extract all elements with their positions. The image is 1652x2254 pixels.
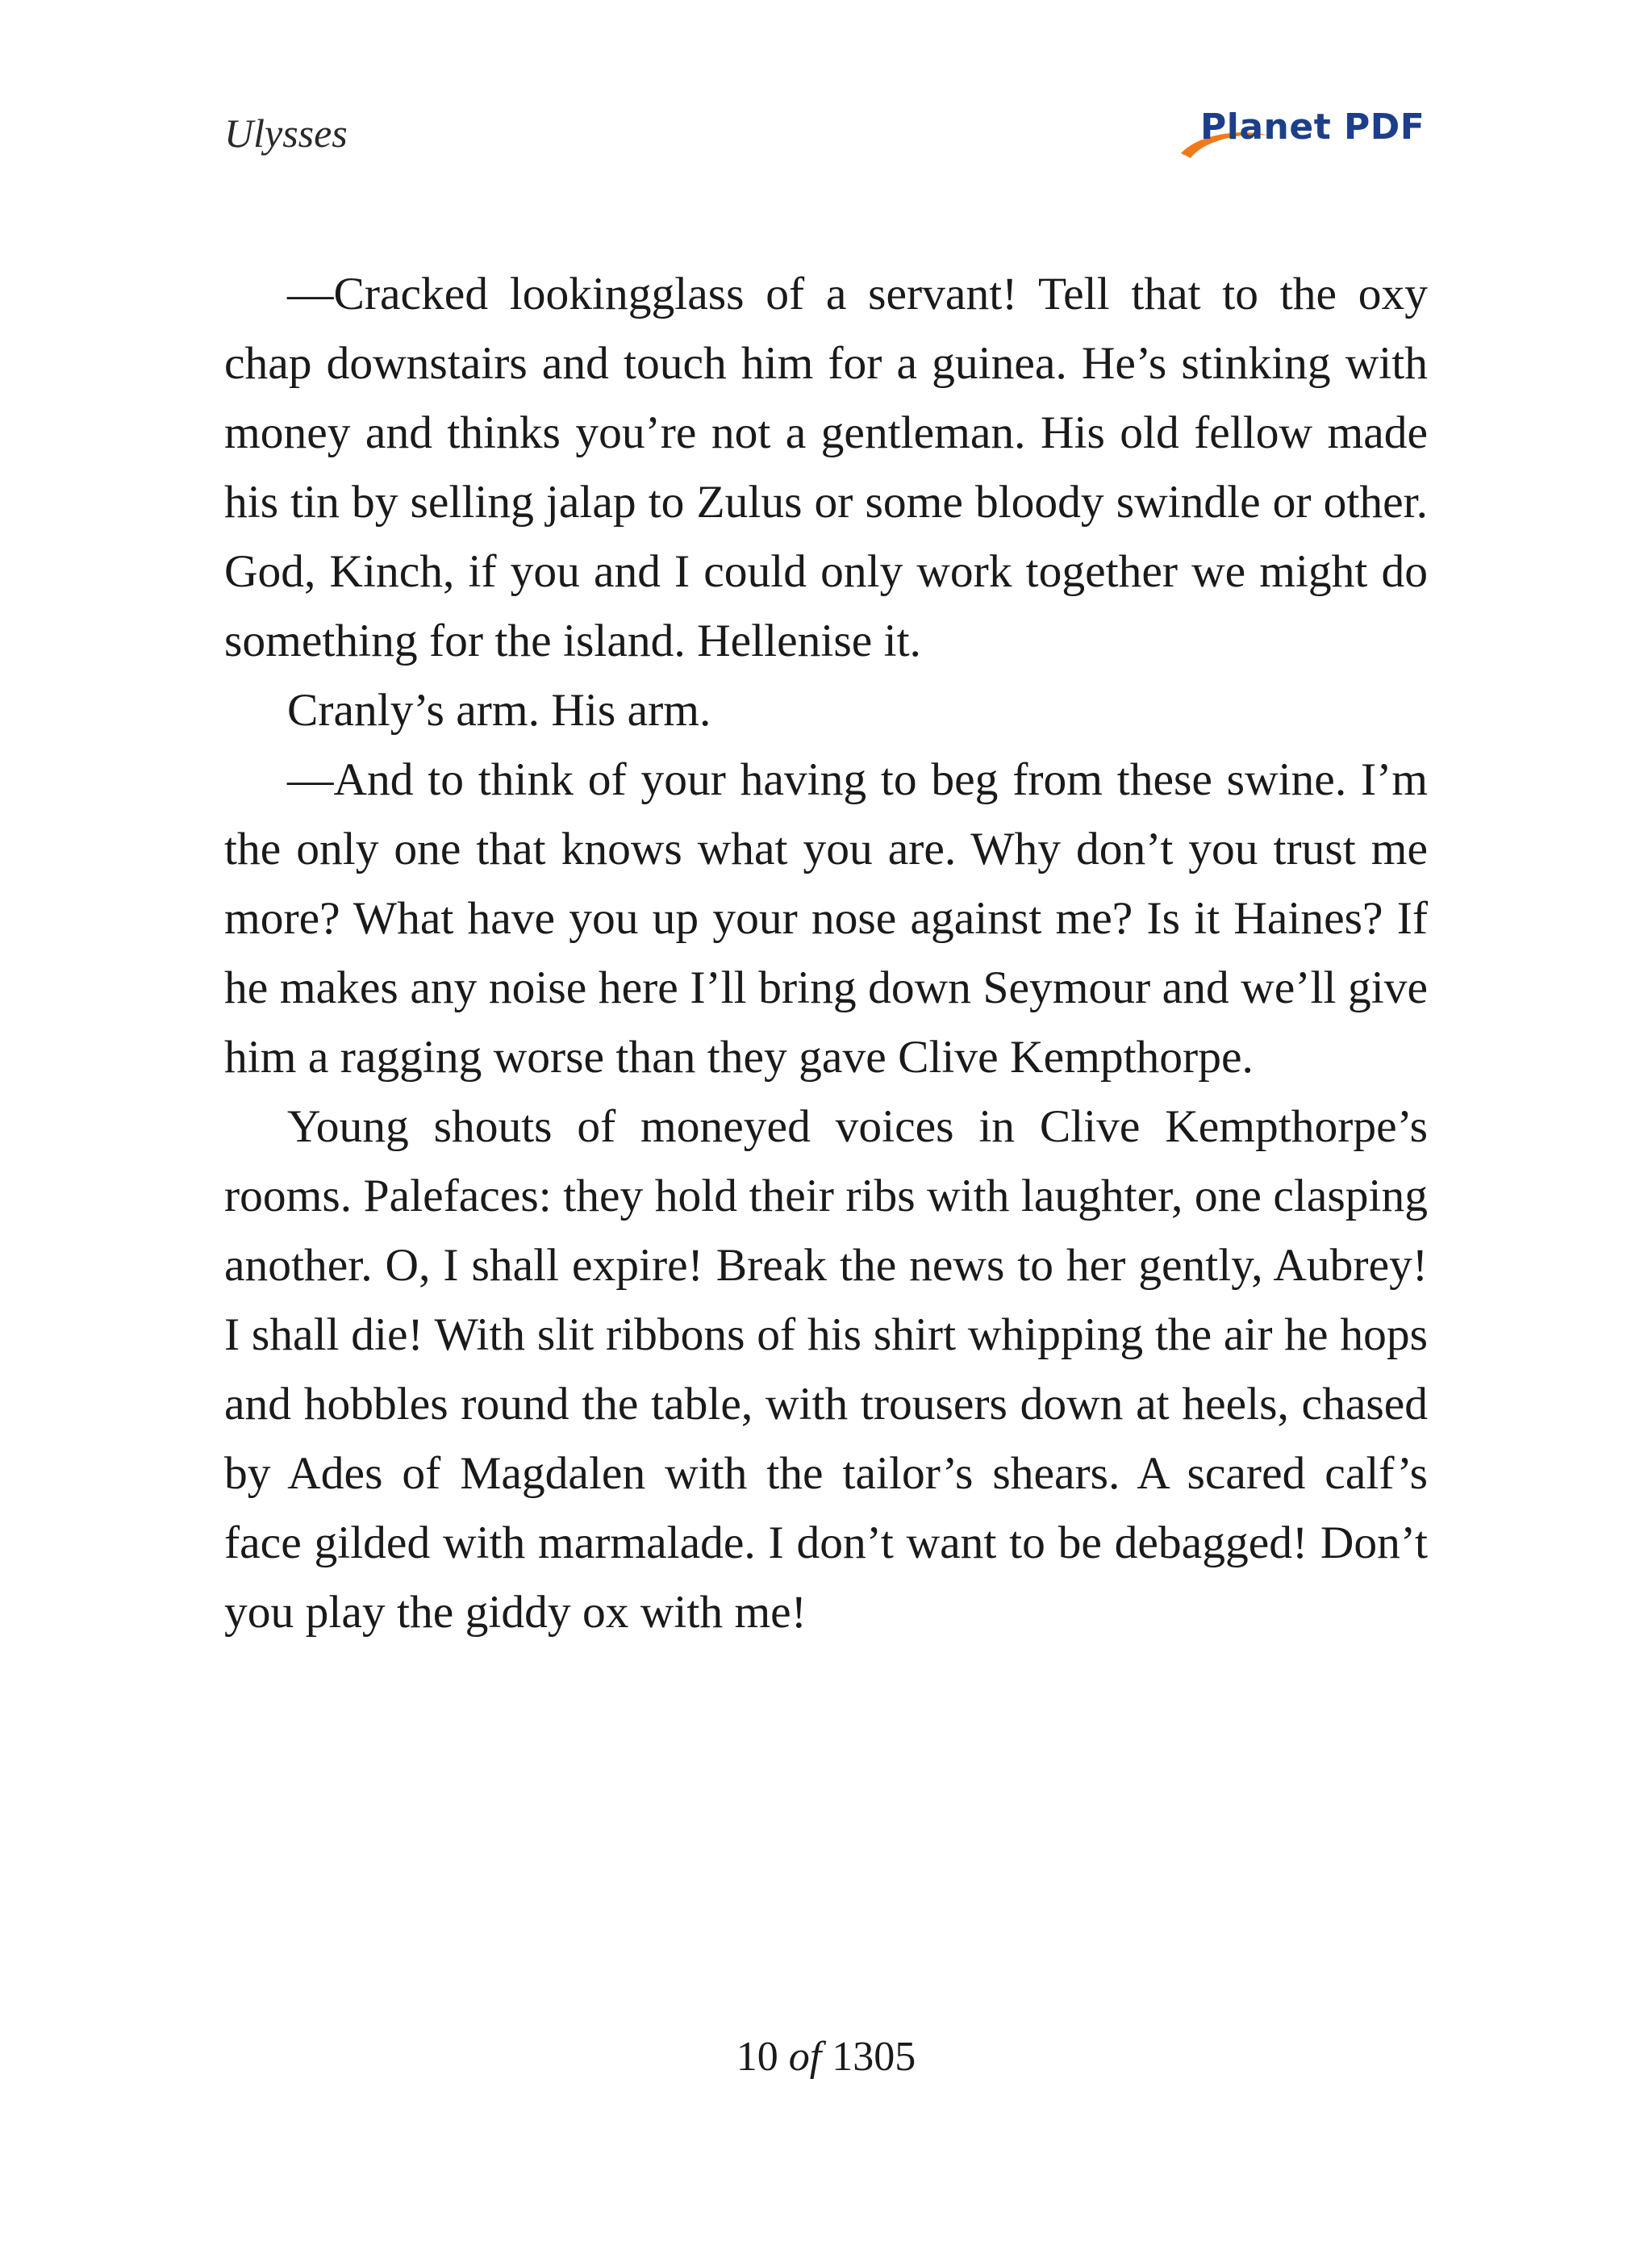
paragraph: Young shouts of moneyed voices in Clive Kempthorpe’s rooms. Palefaces: they hold their ribs with laughter, one clasping another. O, I shall expire! Break the news to her gently, Aubrey! I shall die! With slit ribbons of his shirt whipping the air he hops and hobbles round the table, with trousers down at heels, chased by Ades of Magdalen with the tailor’s shears. A scared calf’s face gilded with marmalade. I don’t want to be debagged! Don’t you play the giddy ox with me!: [224, 1101, 1428, 1638]
total-pages: 1305: [832, 2034, 916, 2080]
planet-pdf-logo[interactable]: [1173, 103, 1439, 168]
page-body: [224, 260, 1428, 1647]
page-header: [224, 103, 1428, 168]
logo-text: Planet PDF: [1200, 106, 1425, 148]
of-label: of: [788, 2034, 822, 2080]
paragraph: —And to think of your having to beg from these swine. I’m the only one that knows what you are. Why don’t you trust me more? What have you up your nose against me? Is it Haines? If he makes any noise here I’ll bring down Seymour and we’ll give him a ragging worse than they gave Clive Kempthorpe.: [224, 754, 1428, 1083]
page-number: [0, 2033, 1652, 2081]
current-page: 10: [736, 2034, 778, 2080]
paragraph: Cranly’s arm. His arm.: [287, 685, 711, 736]
book-title: Ulysses: [224, 111, 348, 156]
paragraph: —Cracked lookingglass of a servant! Tell that to the oxy chap downstairs and touch him for a guinea. He’s stinking with money and thinks you’re not a gentleman. His old fellow made his tin by selling jalap to Zulus or some bloody swindle or other. God, Kinch, if you and I could only work together we might do something for the island. Hellenise it.: [224, 269, 1428, 666]
